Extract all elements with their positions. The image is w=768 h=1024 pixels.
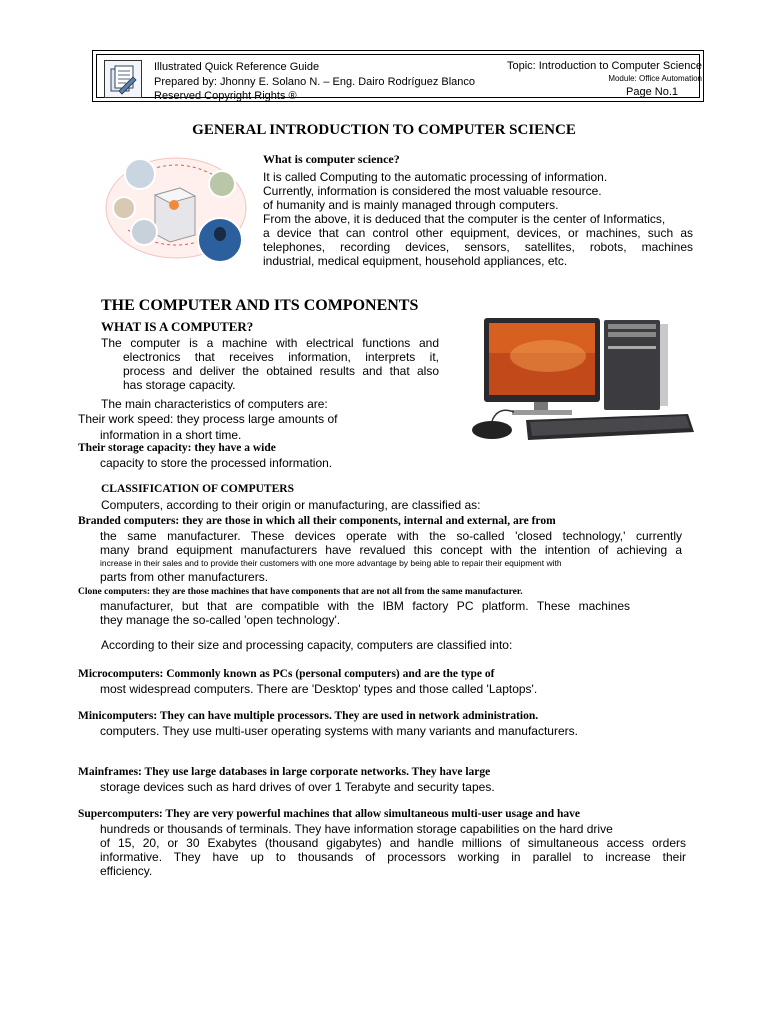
branded-line: the same manufacturer. These devices operate with the so-called 'closed technology,' currently xyxy=(100,529,682,543)
clone-computers xyxy=(76,583,636,627)
computer-definition xyxy=(101,336,439,392)
section-title: THE COMPUTER AND ITS COMPONENTS xyxy=(101,297,419,314)
network-collage-image xyxy=(100,150,252,266)
size-intro: According to their size and processing capacity, computers are classified into: xyxy=(101,638,513,652)
intro-line: of humanity and is mainly managed through computers. xyxy=(263,198,559,212)
clone-heading: Clone computers: they are those machines that have components that are not all from the same manufacturer. xyxy=(78,587,523,597)
header-info xyxy=(154,60,475,104)
classification-intro: Computers, according to their origin or manufacturing, are classified as: xyxy=(101,498,481,512)
header-topic xyxy=(507,60,702,100)
characteristic-storage xyxy=(76,440,456,470)
intro-heading: What is computer science? xyxy=(263,152,400,166)
copyright: Reserved Copyright Rights ® xyxy=(154,90,297,102)
storage-text: capacity to store the processed information. xyxy=(100,456,333,470)
definition-line: has storage capacity. xyxy=(123,378,236,392)
characteristic-speed xyxy=(76,412,456,442)
super-line: hundreds or thousands of terminals. They have information storage capabilities on the hard drive xyxy=(100,822,613,836)
page-number: Page No.1 xyxy=(626,86,678,98)
branded-line: many brand equipment manufacturers have revalued this concept with the intention of achieving a xyxy=(100,543,682,557)
super-line: efficiency. xyxy=(100,864,153,878)
desktop-computer-image xyxy=(468,316,696,446)
branded-line: parts from other manufacturers. xyxy=(100,570,269,584)
guide-title: Illustrated Quick Reference Guide xyxy=(154,61,320,73)
intro-line: From the above, it is deduced that the computer is the center of Informatics, xyxy=(263,212,666,226)
intro-body xyxy=(263,170,693,268)
super-heading: Supercomputers: They are very powerful machines that allow simultaneous multi-user usage and have xyxy=(78,808,580,820)
document-icon xyxy=(104,60,142,98)
topic-label: Topic: Introduction to Computer Science xyxy=(506,60,702,72)
speed-text: Their work speed: they process large amounts of xyxy=(78,412,338,426)
storage-heading: Their storage capacity: they have a wide xyxy=(78,442,276,454)
branded-computers xyxy=(76,513,682,584)
mini-heading: Minicomputers: They can have multiple processors. They are used in network administration. xyxy=(78,710,539,722)
intro-line: It is called Computing to the automatic processing of information. xyxy=(263,170,608,184)
minicomputers xyxy=(76,708,682,738)
module-label: Module: Office Automation xyxy=(608,74,702,83)
mainframe-heading: Mainframes: They use large databases in large corporate networks. They have large xyxy=(78,766,491,778)
authors: Prepared by: Jhonny E. Solano N. – Eng. Dairo Rodríguez Blanco xyxy=(154,75,476,88)
super-line: of 15, 20, or 30 Exabytes (thousand gigabytes) and handle millions of simultaneous access orders xyxy=(100,836,686,850)
definition-line: The computer is a machine with electrical functions and xyxy=(101,336,439,350)
mainframe-line: storage devices such as hard drives of over 1 Terabyte and security tapes. xyxy=(100,780,495,794)
speed-text-cont: information in a short time. xyxy=(100,428,242,442)
branded-line: increase in their sales and to provide their customers with one more advantage by being able to repair their equipment with xyxy=(100,558,562,568)
mini-line: computers. They use multi-user operating systems with many variants and manufacturers. xyxy=(100,724,578,738)
definition-line: electronics that receives information, interprets it, xyxy=(123,350,439,364)
section-subtitle: WHAT IS A COMPUTER? xyxy=(101,319,254,334)
micro-line: most widespread computers. There are 'Desktop' types and those called 'Laptops'. xyxy=(100,682,538,696)
clone-line: they manage the so-called 'open technology'. xyxy=(100,613,341,627)
supercomputers xyxy=(76,806,686,878)
page-title: GENERAL INTRODUCTION TO COMPUTER SCIENCE xyxy=(192,122,576,138)
clone-line: manufacturer, but that are compatible with the IBM factory PC platform. These machines xyxy=(100,599,630,613)
page-header xyxy=(92,50,704,102)
microcomputers xyxy=(76,666,682,696)
branded-heading: Branded computers: they are those in which all their components, internal and external, are from xyxy=(78,515,556,527)
classification-title: CLASSIFICATION OF COMPUTERS xyxy=(101,483,294,495)
mainframes xyxy=(76,764,682,794)
header-frame xyxy=(96,54,702,102)
characteristics-intro: The main characteristics of computers are: xyxy=(101,397,328,411)
definition-line: process and deliver the obtained results and that also xyxy=(123,364,439,378)
intro-line: industrial, medical equipment, household appliances, etc. xyxy=(263,254,568,268)
intro-line: telephones, recording devices, sensors, satellites, robots, machines xyxy=(263,240,693,254)
intro-line: Currently, information is considered the most valuable resource. xyxy=(263,184,602,198)
intro-line: a device that can control other equipment, devices, or machines, such as xyxy=(263,226,693,240)
micro-heading: Microcomputers: Commonly known as PCs (personal computers) and are the type of xyxy=(78,668,495,680)
super-line: informative. They have up to thousands of processors working in parallel to increase their xyxy=(100,850,686,864)
